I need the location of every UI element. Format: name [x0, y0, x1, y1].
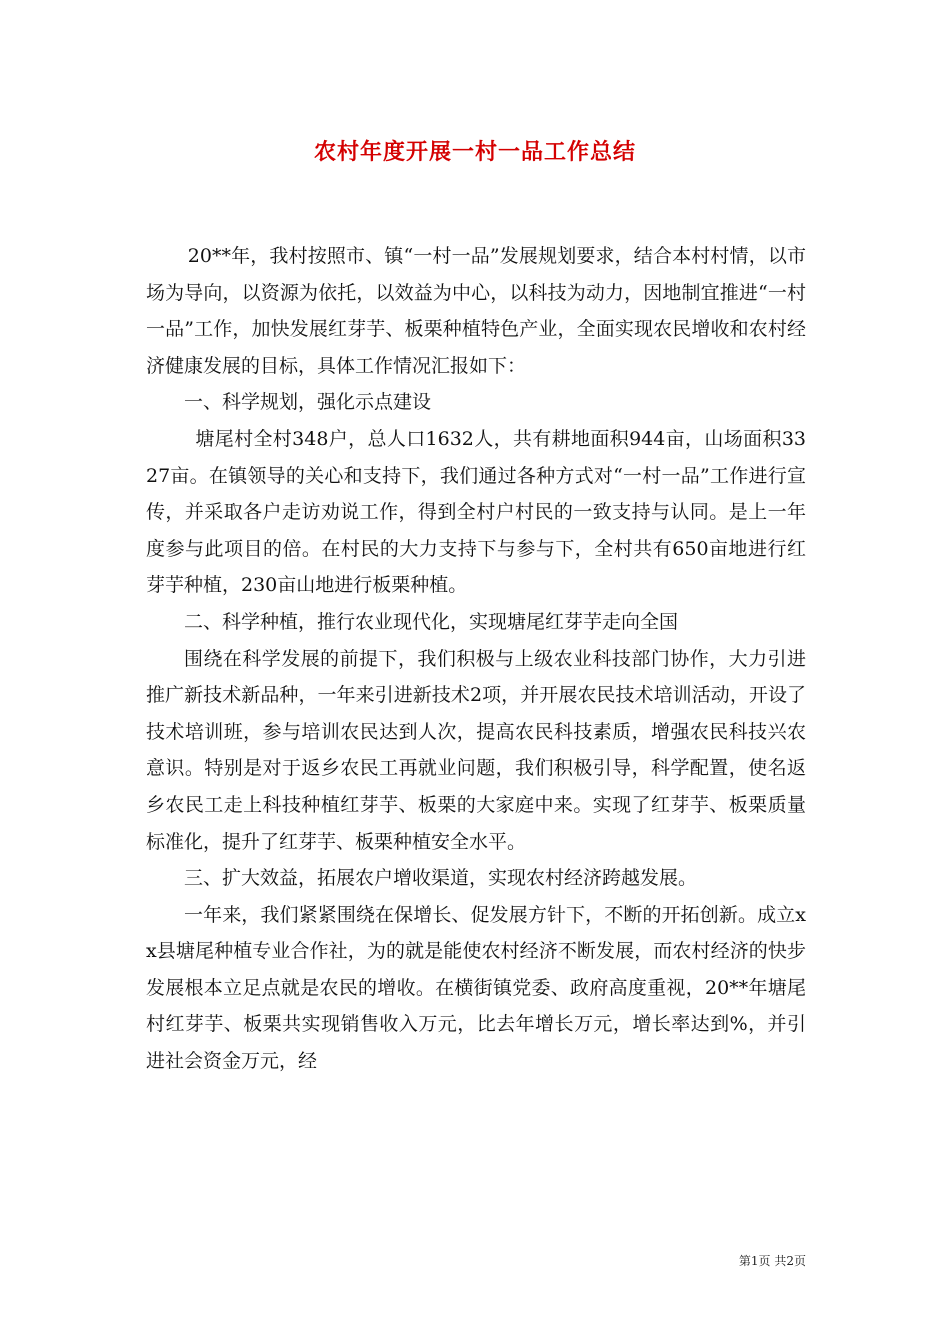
section-heading-2: 二、科学种植，推行农业现代化，实现塘尾红芽芋走向全国	[184, 610, 679, 633]
page-number-footer: 第1页 共2页	[738, 1254, 806, 1268]
paragraph-section-1: 塘尾村全村348户，总人口1632人，共有耕地面积944亩，山场面积3327亩。在镇领导的关心和支持下，我们通过各种方式对“一村一品”工作进行宣传，并采取各户走访劝说工作，得到全村户村民的一致支持与认同。是上一年度参与此项目的倍。在村民的大力支持下与参与下，全村共有650亩地进行红芽芋种植，230亩山地进行板栗种植。	[146, 427, 806, 597]
paragraph-intro: 20**年，我村按照市、镇“一村一品”发展规划要求，结合本村村情，以市场为导向，以资源为依托，以效益为中心，以科技为动力，因地制宜推进“一村一品”工作，加快发展红芽芋、板栗种植特色产业，全面实现农民增收和农村经济健康发展的目标，具体工作情况汇报如下：	[146, 245, 806, 377]
paragraph-section-3: 一年来，我们紧紧围绕在保增长、促发展方针下，不断的开拓创新。成立xx县塘尾种植专业合作社，为的就是能使农村经济不断发展，而农村经济的快步发展根本立足点就是农民的增收。在横街镇党委、政府高度重视，20**年塘尾村红芽芋、板栗共实现销售收入万元，比去年增长万元，增长率达到%，并引进社会资金万元，经	[146, 903, 806, 1073]
section-heading-3: 三、扩大效益，拓展农户增收渠道，实现农村经济跨越发展。	[184, 867, 698, 890]
document-body	[146, 238, 806, 1080]
document-title: 农村年度开展一村一品工作总结	[313, 140, 636, 165]
section-heading-1: 一、科学规划，强化示点建设	[184, 391, 432, 414]
paragraph-section-2: 围绕在科学发展的前提下，我们积极与上级农业科技部门协作，大力引进推广新技术新品种，一年来引进新技术2项，并开展农民技术培训活动，开设了技术培训班，参与培训农民达到人次，提高农民科技素质，增强农民科技兴农意识。特别是对于返乡农民工再就业问题，我们积极引导，科学配置，使名返乡农民工走上科技种植红芽芋、板栗的大家庭中来。实现了红芽芋、板栗质量标准化，提升了红芽芋、板栗种植安全水平。	[146, 647, 806, 853]
